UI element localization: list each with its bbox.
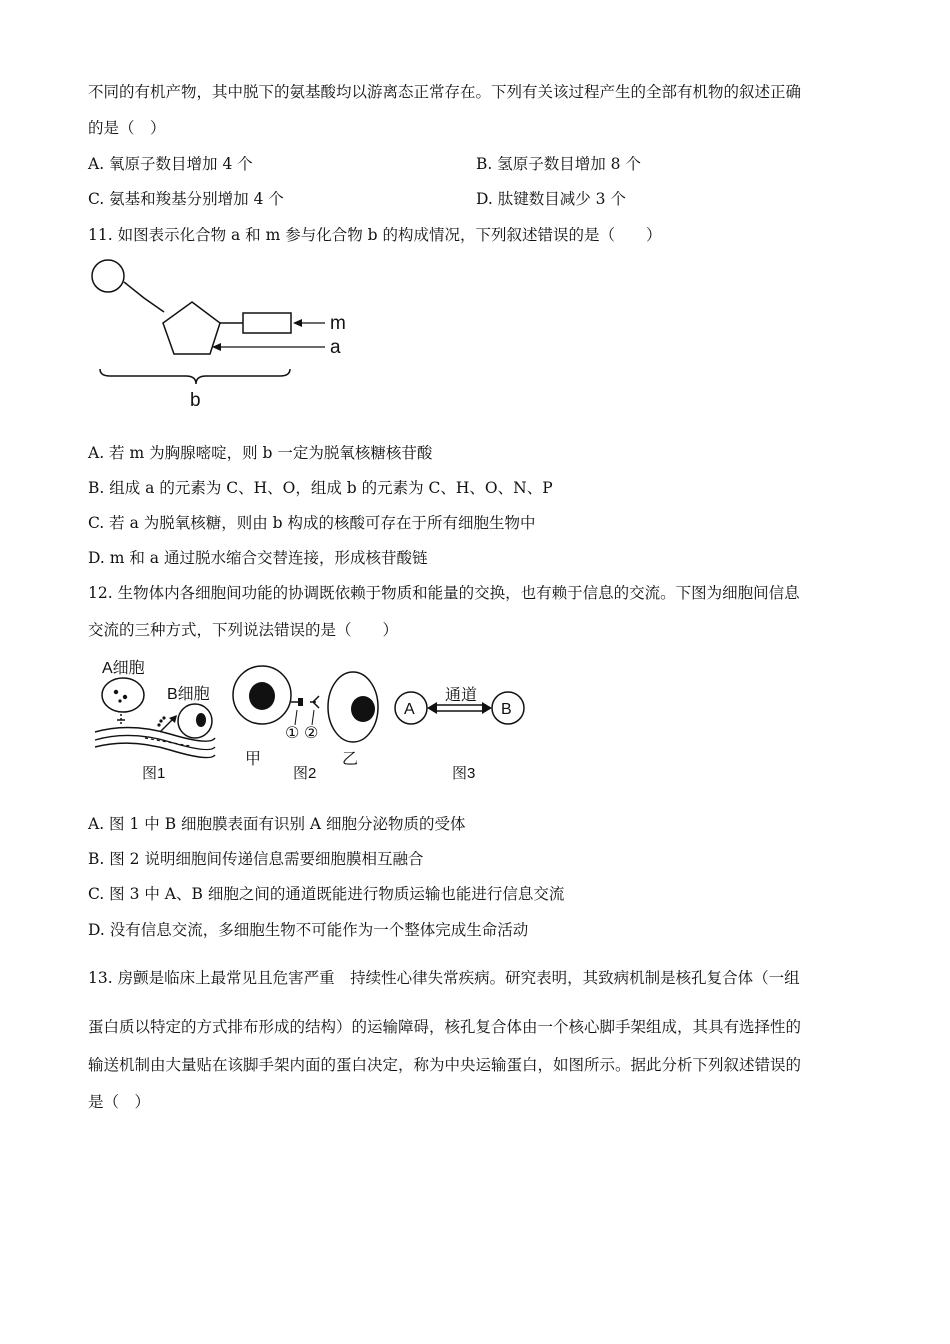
- label-b: b: [190, 390, 201, 411]
- q10-option-a: A. 氧原子数目增加 4 个: [88, 155, 253, 173]
- blood-vessel-top: [95, 727, 215, 741]
- a-cell-granule: [114, 690, 118, 694]
- label-m: m: [330, 313, 346, 334]
- q13-stem-line2: 蛋白质以特定的方式排布形成的结构）的运输障碍，核孔复合体由一个核心脚手架组成，其具有选择性的: [88, 1018, 802, 1036]
- channel-arrow-left: [427, 702, 437, 714]
- label-a-cell: A细胞: [102, 660, 145, 677]
- q10-option-c: C. 氨基和羧基分别增加 4 个: [88, 190, 284, 208]
- pointer-1: [295, 710, 297, 725]
- label-cell-b: B: [501, 701, 512, 718]
- q12-option-c: C. 图 3 中 A、B 细胞之间的通道既能进行物质运输也能进行信息交流: [88, 885, 565, 903]
- signal-molecule: [298, 698, 303, 706]
- receptor: [310, 696, 319, 708]
- label-channel: 通道: [445, 687, 478, 704]
- pentose-sugar: [163, 302, 220, 354]
- label-fig2: 图2: [293, 765, 317, 782]
- q12-option-a: A. 图 1 中 B 细胞膜表面有识别 A 细胞分泌物质的受体: [88, 815, 466, 833]
- q11-option-d: D. m 和 a 通过脱水缩合交替连接，形成核苷酸链: [88, 549, 428, 567]
- base-rect: [243, 313, 291, 333]
- label-circle1: ①: [285, 725, 300, 742]
- q11-option-a: A. 若 m 为胸腺嘧啶，则 b 一定为脱氧核糖核苷酸: [88, 444, 433, 462]
- signal-dot: [157, 723, 160, 726]
- label-yi: 乙: [342, 751, 359, 768]
- q12-stem-line2: 交流的三种方式，下列说法错误的是（ ）: [88, 621, 399, 639]
- label-fig3: 图3: [452, 765, 476, 782]
- a-cell: [102, 678, 144, 712]
- q13-stem-line4: 是（ ）: [88, 1093, 151, 1111]
- signal-dot: [159, 719, 162, 722]
- q11-nucleotide-diagram: [80, 252, 380, 412]
- q11-stem: 11. 如图表示化合物 a 和 m 参与化合物 b 的构成情况，下列叙述错误的是（ ）: [88, 226, 662, 244]
- q13-stem-line1: 13. 房颤是临床上最常见且危害严重 持续性心律失常疾病。研究表明，其致病机制是核孔复合体（一组: [88, 969, 800, 987]
- label-a: a: [330, 337, 341, 358]
- q10-option-b: B. 氢原子数目增加 8 个: [476, 155, 641, 173]
- q12-option-b: B. 图 2 说明细胞间传递信息需要细胞膜相互融合: [88, 850, 424, 868]
- a-cell-granule: [123, 695, 127, 699]
- q12-signaling-diagram: [90, 652, 540, 787]
- q12-option-d: D. 没有信息交流，多细胞生物不可能作为一个整体完成生命活动: [88, 921, 529, 939]
- q10-option-d: D. 肽键数目减少 3 个: [476, 190, 626, 208]
- phosphate-bond: [124, 282, 164, 312]
- cell-jia-nucleus: [249, 682, 275, 710]
- q10-stem-line1: 不同的有机产物，其中脱下的氨基酸均以游离态正常存在。下列有关该过程产生的全部有机物的叙述正确: [88, 83, 802, 101]
- q10-stem-line2: 的是（ ）: [88, 119, 166, 137]
- b-cell: [178, 704, 212, 738]
- label-circle2: ②: [304, 725, 319, 742]
- a-cell-granule: [118, 699, 121, 702]
- q13-stem-line3: 输送机制由大量贴在该脚手架内面的蛋白决定，称为中央运输蛋白，如图所示。据此分析下列叙述错误的: [88, 1056, 802, 1074]
- phosphate-circle: [92, 260, 124, 292]
- q12-stem-line1: 12. 生物体内各细胞间功能的协调既依赖于物质和能量的交换，也有赖于信息的交流。下图为细胞间信息: [88, 584, 800, 602]
- blood-vessel-bottom: [95, 743, 215, 757]
- brace-b: [100, 369, 290, 384]
- pointer-2: [312, 710, 314, 725]
- label-jia: 甲: [245, 751, 262, 768]
- cell-yi-nucleus: [351, 696, 375, 722]
- label-cell-a: A: [404, 701, 415, 718]
- signal-dot: [162, 716, 165, 719]
- q11-option-c: C. 若 a 为脱氧核糖，则由 b 构成的核酸可存在于所有细胞生物中: [88, 514, 536, 532]
- vessel-flow: [145, 738, 190, 746]
- channel-arrow-right: [482, 702, 492, 714]
- label-b-cell: B细胞: [167, 686, 210, 703]
- b-cell-nucleus: [196, 713, 206, 727]
- label-fig1: 图1: [142, 765, 166, 782]
- q11-option-b: B. 组成 a 的元素为 C、H、O，组成 b 的元素为 C、H、O、N、P: [88, 479, 553, 497]
- arrow-m-head: [293, 319, 302, 327]
